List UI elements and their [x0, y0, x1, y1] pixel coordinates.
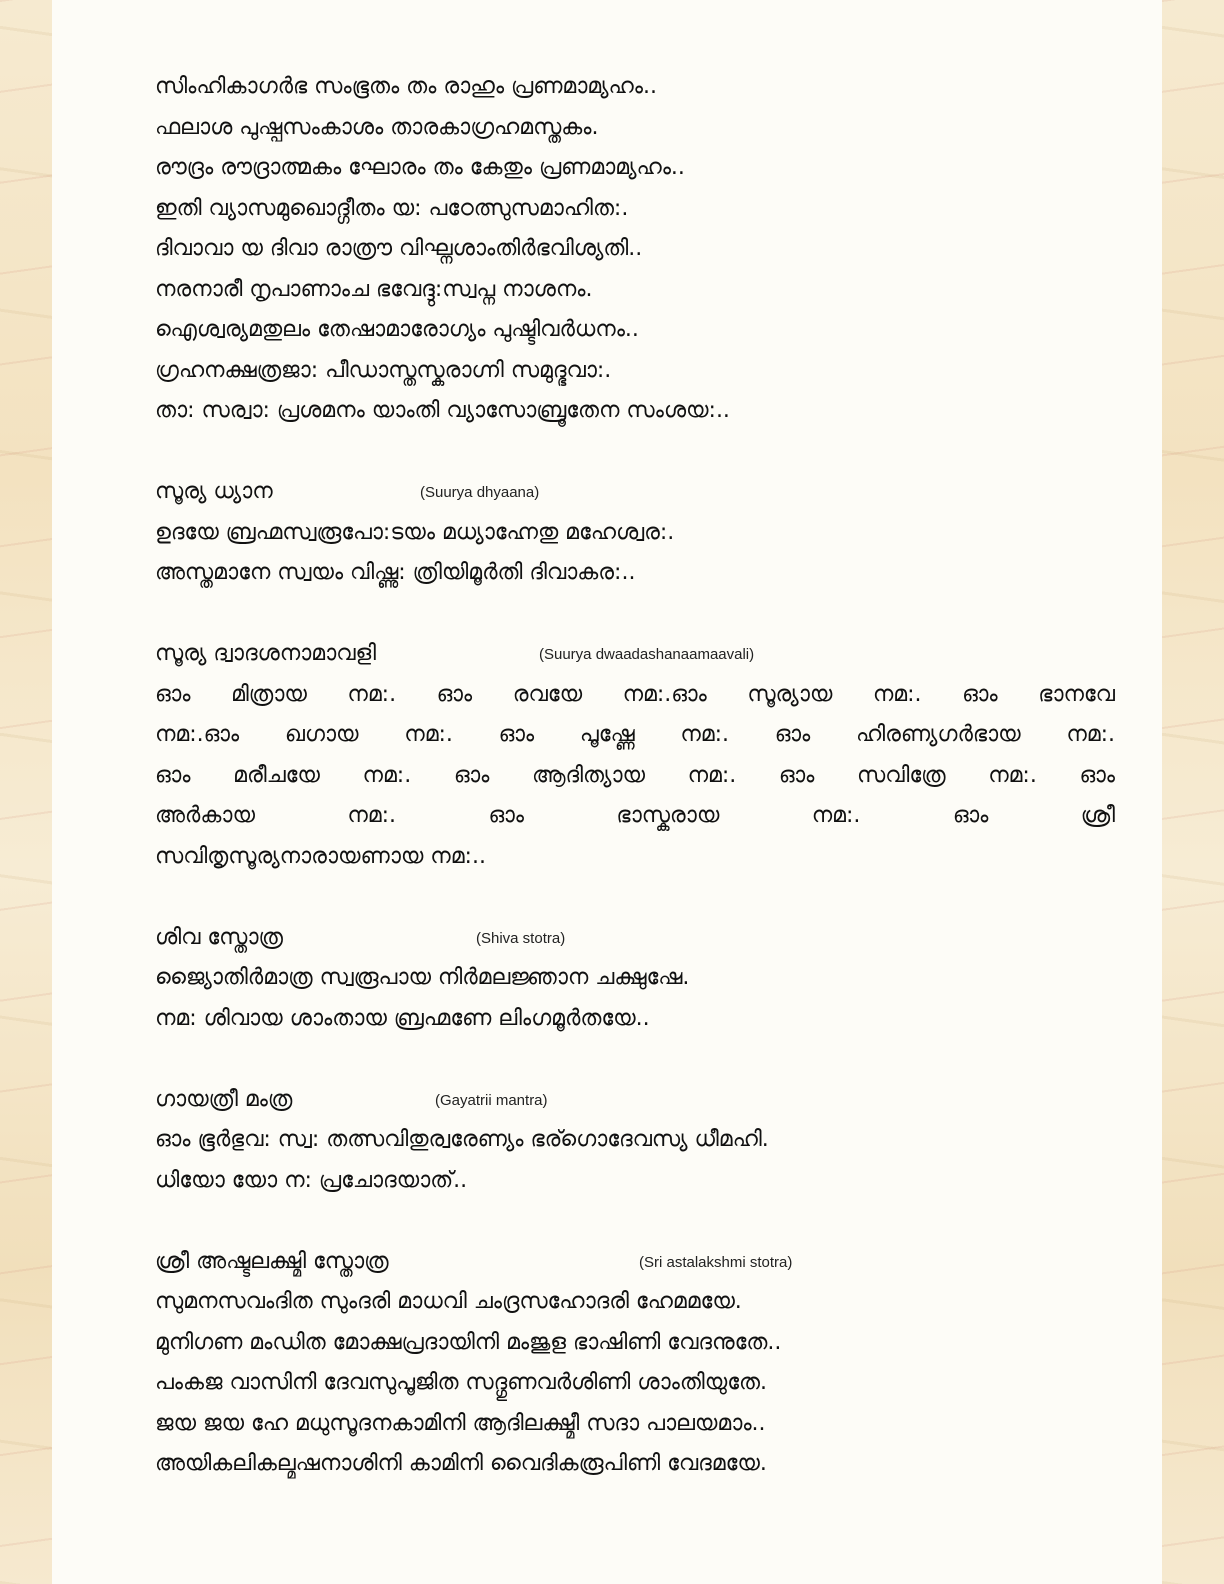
section-transliteration: (Sri astalakshmi stotra): [639, 1253, 793, 1271]
verse-line: നമ:.ഓം ഖഗായ നമ:. ഓം പൂഷ്ണേ നമ:. ഓം ഹിരണ്യഗർഭായ നമ:.: [155, 722, 1115, 747]
section-gayatrii-mantra: [155, 1080, 1115, 1202]
section-spacer: [155, 1201, 1115, 1242]
section-heading: [155, 472, 1115, 513]
section-title: സൂര്യ ധ്യാന: [155, 479, 273, 504]
verse-line: സവിതൃസൂര്യനാരായണായ നമ:..: [155, 843, 486, 869]
verse-line: ഓം മരീചയേ നമ:. ഓം ആദിത്യായ നമ:. ഓം സവിത്രേ നമ:. ഓം: [155, 762, 1115, 788]
verse-line: അസ്തമാനേ സ്വയം വിഷ്ണു: ത്രിയിമൂർതി ദിവാകര:..: [155, 560, 636, 585]
verse-line: താ: സര്വാ: പ്രശമനം യാംതി വ്യാസോബ്രൂതേന സംശയ:..: [155, 398, 730, 423]
section-title: ശ്രീ അഷ്ടലക്ഷ്മി സ്തോത്ര: [155, 1248, 389, 1274]
section-transliteration: (Gayatrii mantra): [435, 1091, 548, 1109]
verse-line: മുനിഗണ മംഡിത മോക്ഷപ്രദായിനി മംജുള ഭാഷിണി വേദനുതേ..: [155, 1329, 782, 1355]
verse-line: ദിവാവാ യ ദിവാ രാത്രൗ വിഘ്നശാംതിർഭവിശ്യതി..: [155, 236, 643, 261]
document-body: [155, 67, 1115, 1485]
section-title: സൂര്യ ദ്വാദശനാമാവളി: [155, 641, 377, 666]
background-paper-left: [0, 0, 52, 1584]
verse-line: ജ്യൈാതിർമാത്ര സ്വരൂപായ നിർമലജ്ഞാന ചക്ഷുഷേ.: [155, 965, 690, 990]
verse-line: നരനാരീ നൃപാണാംച ഭവേദ്ദു:സ്വപ്ന നാശനം.: [155, 276, 593, 302]
verse-line: ഗ്രഹനക്ഷത്രജാ: പീഡാസ്തസ്കരാഗ്നി സമുദ്ഭവാ:.: [155, 357, 612, 383]
verse-line: നമ: ശിവായ ശാംതായ ബ്രഹ്മണേ ലിംഗമൂർതയേ..: [155, 1005, 650, 1031]
verse-line: ഉദയേ ബ്രഹ്മസ്വരൂപോ:ടയം മധ്യാഹ്നേതു മഹേശ്വര:.: [155, 519, 675, 545]
verse-line: ഓം ഭൂർഭുവ: സ്വ: തത്സവിതുര്വരേണ്യം ഭര്ഗൊദേവസ്യ ധീമഹി.: [155, 1127, 769, 1152]
section-sri-astalakshmi-stotra: [155, 1242, 1115, 1485]
section-spacer: [155, 594, 1115, 635]
section-suurya-dhyaana: [155, 472, 1115, 594]
verse-line: ഐശ്വര്യമതുലം തേഷാമാരോഗ്യം പുഷ്ടിവർധനം..: [155, 317, 639, 342]
document-page: [52, 0, 1162, 1584]
verse-line: രൗദ്രം രൗദ്രാത്മകം ഘോരം തം കേതും പ്രണമാമ്യഹം..: [155, 155, 685, 180]
verse-line: ഓം മിത്രായ നമ:. ഓം രവയേ നമ:.ഓം സൂര്യായ നമ:. ഓം ഭാനവേ: [155, 681, 1115, 707]
intro-verse: [155, 67, 1115, 432]
section-transliteration: (Suurya dhyaana): [420, 484, 540, 501]
section-spacer: [155, 877, 1115, 918]
verse-line: അർകായ നമ:. ഓം ഭാസ്കരായ നമ:. ഓം ശ്രീ: [155, 803, 1115, 828]
section-transliteration: (Shiva stotra): [476, 929, 566, 947]
section-heading: [155, 918, 1115, 959]
verse-line: സിംഹികാഗർഭ സംഭൂതം തം രാഹും പ്രണമാമ്യഹം..: [155, 74, 657, 99]
verse-line: പംകജ വാസിനി ദേവസുപൂജിത സദ്ഗുണവർശിണി ശാംതിയുതേ.: [155, 1370, 767, 1395]
verse-line: ധിയോ യോ ന: പ്രചോദയാത്..: [155, 1167, 468, 1193]
verse-line: അയികലികല്മഷനാശിനി കാമിനി വൈദികരൂപിണി വേദമയേ.: [155, 1451, 767, 1476]
section-suurya-dwaadashanaamaavali: [155, 634, 1115, 877]
section-heading: [155, 1242, 1115, 1283]
section-title: ശിവ സ്തോത്ര: [155, 924, 283, 950]
verse-line: ജയ ജയ ഹേ മധുസൂദനകാമിനി ആദിലക്ഷ്മീ സദാ പാലയമാം..: [155, 1410, 766, 1436]
section-spacer: [155, 432, 1115, 473]
section-heading: [155, 1080, 1115, 1121]
background-paper-right: [1162, 0, 1224, 1584]
section-transliteration: (Suurya dwaadashanaamaavali): [539, 646, 755, 663]
section-shiva-stotra: [155, 918, 1115, 1040]
verse-line: ഫലാശ പുഷ്പസംകാശം താരകാഗ്രഹമസ്തകം.: [155, 114, 599, 140]
section-heading: [155, 634, 1115, 675]
section-title: ഗായത്രീ മംത്ര: [155, 1086, 293, 1112]
verse-line: സുമനസവംദിത സുംദരി മാധവി ചംദ്രസഹോദരി ഹേമമയേ.: [155, 1289, 742, 1314]
section-spacer: [155, 1039, 1115, 1080]
verse-line: ഇതി വ്യാസമുഖൊദ്ഗീതം യ: പഠേത്സുസമാഹിത:.: [155, 195, 629, 221]
